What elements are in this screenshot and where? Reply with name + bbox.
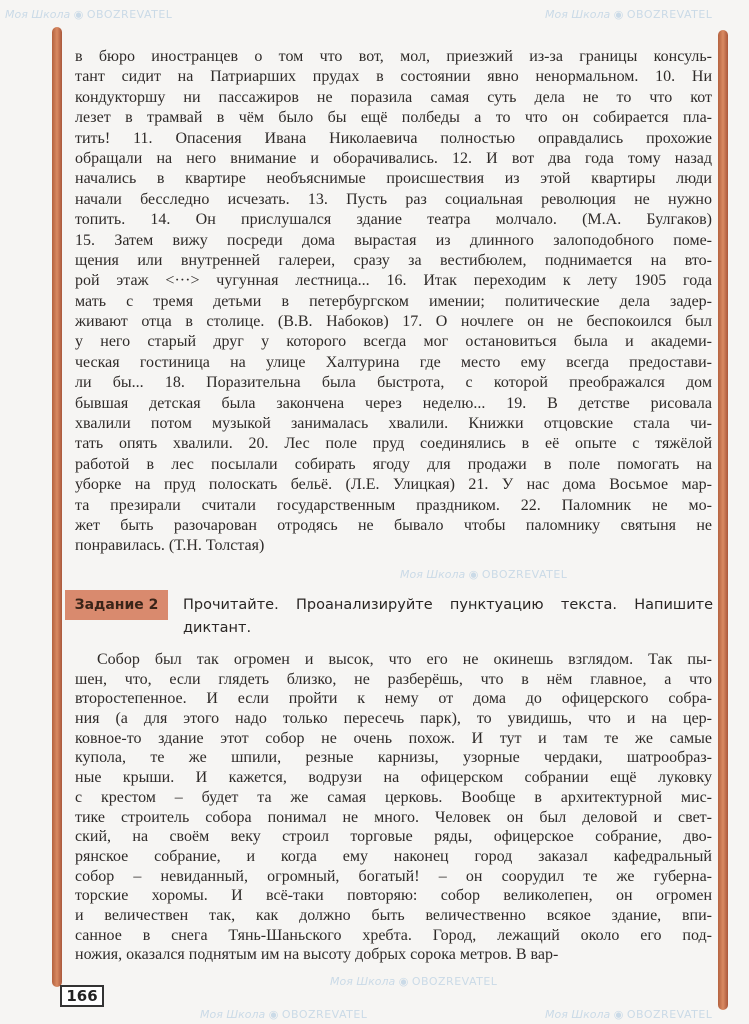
text-line: ные крыши. И кажется, водрузи на офицерском собрании ещё луковку bbox=[75, 769, 712, 787]
page-border-right bbox=[718, 30, 728, 1010]
text-line: тать опять хвалили. 20. Лес поле пруд соединялись в её опыте с тяжёлой bbox=[75, 435, 712, 453]
watermark: Моя Школа ◉ OBOZREVATEL bbox=[545, 8, 713, 21]
text-line: у него старый друг у которого всегда мог остановиться была и академи- bbox=[75, 333, 712, 351]
text-line: ковное-то здание этот собор не очень похож. И тут и там те же самые bbox=[75, 729, 712, 747]
text-line: Собор был так огромен и высок, что его не окинешь взглядом. Так пы- bbox=[97, 651, 712, 668]
watermark: Моя Школа ◉ OBOZREVATEL bbox=[545, 1008, 713, 1021]
text-line: собор – невиданный, огромный, богатый! – он соорудил те же губерна- bbox=[75, 867, 712, 885]
text-line: тант сидит на Патриарших прудах в состоянии явно ненормальном. 10. Ни bbox=[75, 68, 712, 86]
text-line: купола, те же шпили, резные карнизы, узорные чердаки, шатрообраз- bbox=[75, 749, 712, 767]
dictation-text bbox=[75, 650, 712, 965]
text-line: второстепенное. И если пройти к нему от дома до офицерского собра- bbox=[75, 690, 712, 708]
text-line: обращали на него внимание и оборачивались. 12. И вот два года тому назад bbox=[75, 149, 712, 167]
text-line: тике строитель собора понимал не много. Человек он был деловой и свет- bbox=[75, 808, 712, 826]
text-line: работой в лес посылали собирать ягоду для продажи в поле помогать на bbox=[75, 455, 712, 473]
text-line: санное в снега Тянь-Шаньского хребта. Город, лежащий около его под- bbox=[75, 926, 712, 944]
task-badge: Задание 2 bbox=[65, 590, 168, 620]
text-line: ли бы... 18. Поразительна была быстрота, с которой преображался дом bbox=[75, 374, 712, 392]
text-line: понравилась. (Т.Н. Толстая) bbox=[75, 537, 265, 555]
exercise-text bbox=[75, 47, 712, 557]
text-line: хвалили потом музыкой занималась хвалили. Книжки отцовские стала чи- bbox=[75, 415, 712, 433]
text-line: лезет в трамвай в чём было бы ещё полбеды а то что он собирается пла- bbox=[75, 109, 712, 127]
text-line: ния (а для этого надо только пересечь парк), то увидишь, что и на цер- bbox=[75, 710, 712, 728]
watermark: Моя Школа ◉ OBOZREVATEL bbox=[200, 1008, 368, 1021]
text-line: в бюро иностранцев о том что вот, мол, приезжий из-за границы консуль- bbox=[75, 48, 712, 65]
text-line: шен, что, если глядеть близко, не разберёшь, что в нём главное, а что bbox=[75, 670, 712, 688]
text-line: щения или внутренней галереи, сразу за вестибюлем, поднимается на вто- bbox=[75, 251, 712, 269]
text-line: топить. 14. Он прислушался здание театра молчало. (М.А. Булгаков) bbox=[75, 211, 712, 229]
page-border-left bbox=[52, 27, 62, 987]
text-line: ский, на своём веку строил торговые ряды, офицерское собрание, дво- bbox=[75, 828, 712, 846]
page-number: 166 bbox=[60, 985, 104, 1007]
text-line: жет быть разочарован отродясь не бывало чтобы паломнику святыня не bbox=[75, 516, 712, 534]
watermark: Моя Школа ◉ OBOZREVATEL bbox=[330, 975, 498, 988]
text-line: с крестом – будет та же самая церковь. Вообще в архитектурной мис- bbox=[75, 788, 712, 806]
text-line: та презирали считали государственным праздником. 22. Паломник не мо- bbox=[75, 496, 712, 514]
task-instruction: Прочитайте. Проанализируйте пунктуацию текста. Напишите диктант. bbox=[183, 597, 713, 636]
text-line: тить! 11. Опасения Ивана Николаевича полностью оправдались прохожие bbox=[75, 129, 712, 147]
text-line: рой этаж <···> чугунная лестница... 16. Итак переходим к лету 1905 года bbox=[75, 272, 712, 290]
text-line: уборке на пруд полоскать бельё. (Л.Е. Улицкая) 21. У нас дома Восьмое мар- bbox=[75, 476, 712, 494]
text-line: ческая гостиница на улице Халтурина где место ему всегда предостави- bbox=[75, 353, 712, 371]
watermark: Моя Школа ◉ OBOZREVATEL bbox=[5, 8, 173, 21]
text-line: торские хоромы. И всё-таки повторяю: собор великолепен, он огромен bbox=[75, 887, 712, 905]
text-line: 15. Затем вижу посреди дома вырастая из длинного залоподобного поме- bbox=[75, 231, 712, 249]
watermark: Моя Школа ◉ OBOZREVATEL bbox=[400, 568, 568, 581]
text-line: рянское собрание, и когда ему наконец город заказал кафедральный bbox=[75, 847, 712, 865]
text-line: и величествен так, как должно быть величественно всякое здание, впи- bbox=[75, 906, 712, 924]
text-line: бывшая детская была закончена через неделю... 19. В детстве рисовала bbox=[75, 394, 712, 412]
text-line: начали бесследно исчезать. 13. Пусть раз социальная революция не нужно bbox=[75, 190, 712, 208]
text-line: живают отца в столице. (В.В. Набоков) 17. О ночлеге он не беспокоился был bbox=[75, 313, 712, 331]
text-line: начались в квартире необъяснимые происшествия из этой квартиры люди bbox=[75, 170, 712, 188]
text-line: кондукторшу ни пассажиров не поразила самая суть дела не то что кот bbox=[75, 88, 712, 106]
text-line: ножия, оказался поднятым им на высоту добрых сорока метров. В вар- bbox=[75, 946, 559, 964]
text-line: мать с тремя детьми в петербургском имении; политические дела задер- bbox=[75, 292, 712, 310]
